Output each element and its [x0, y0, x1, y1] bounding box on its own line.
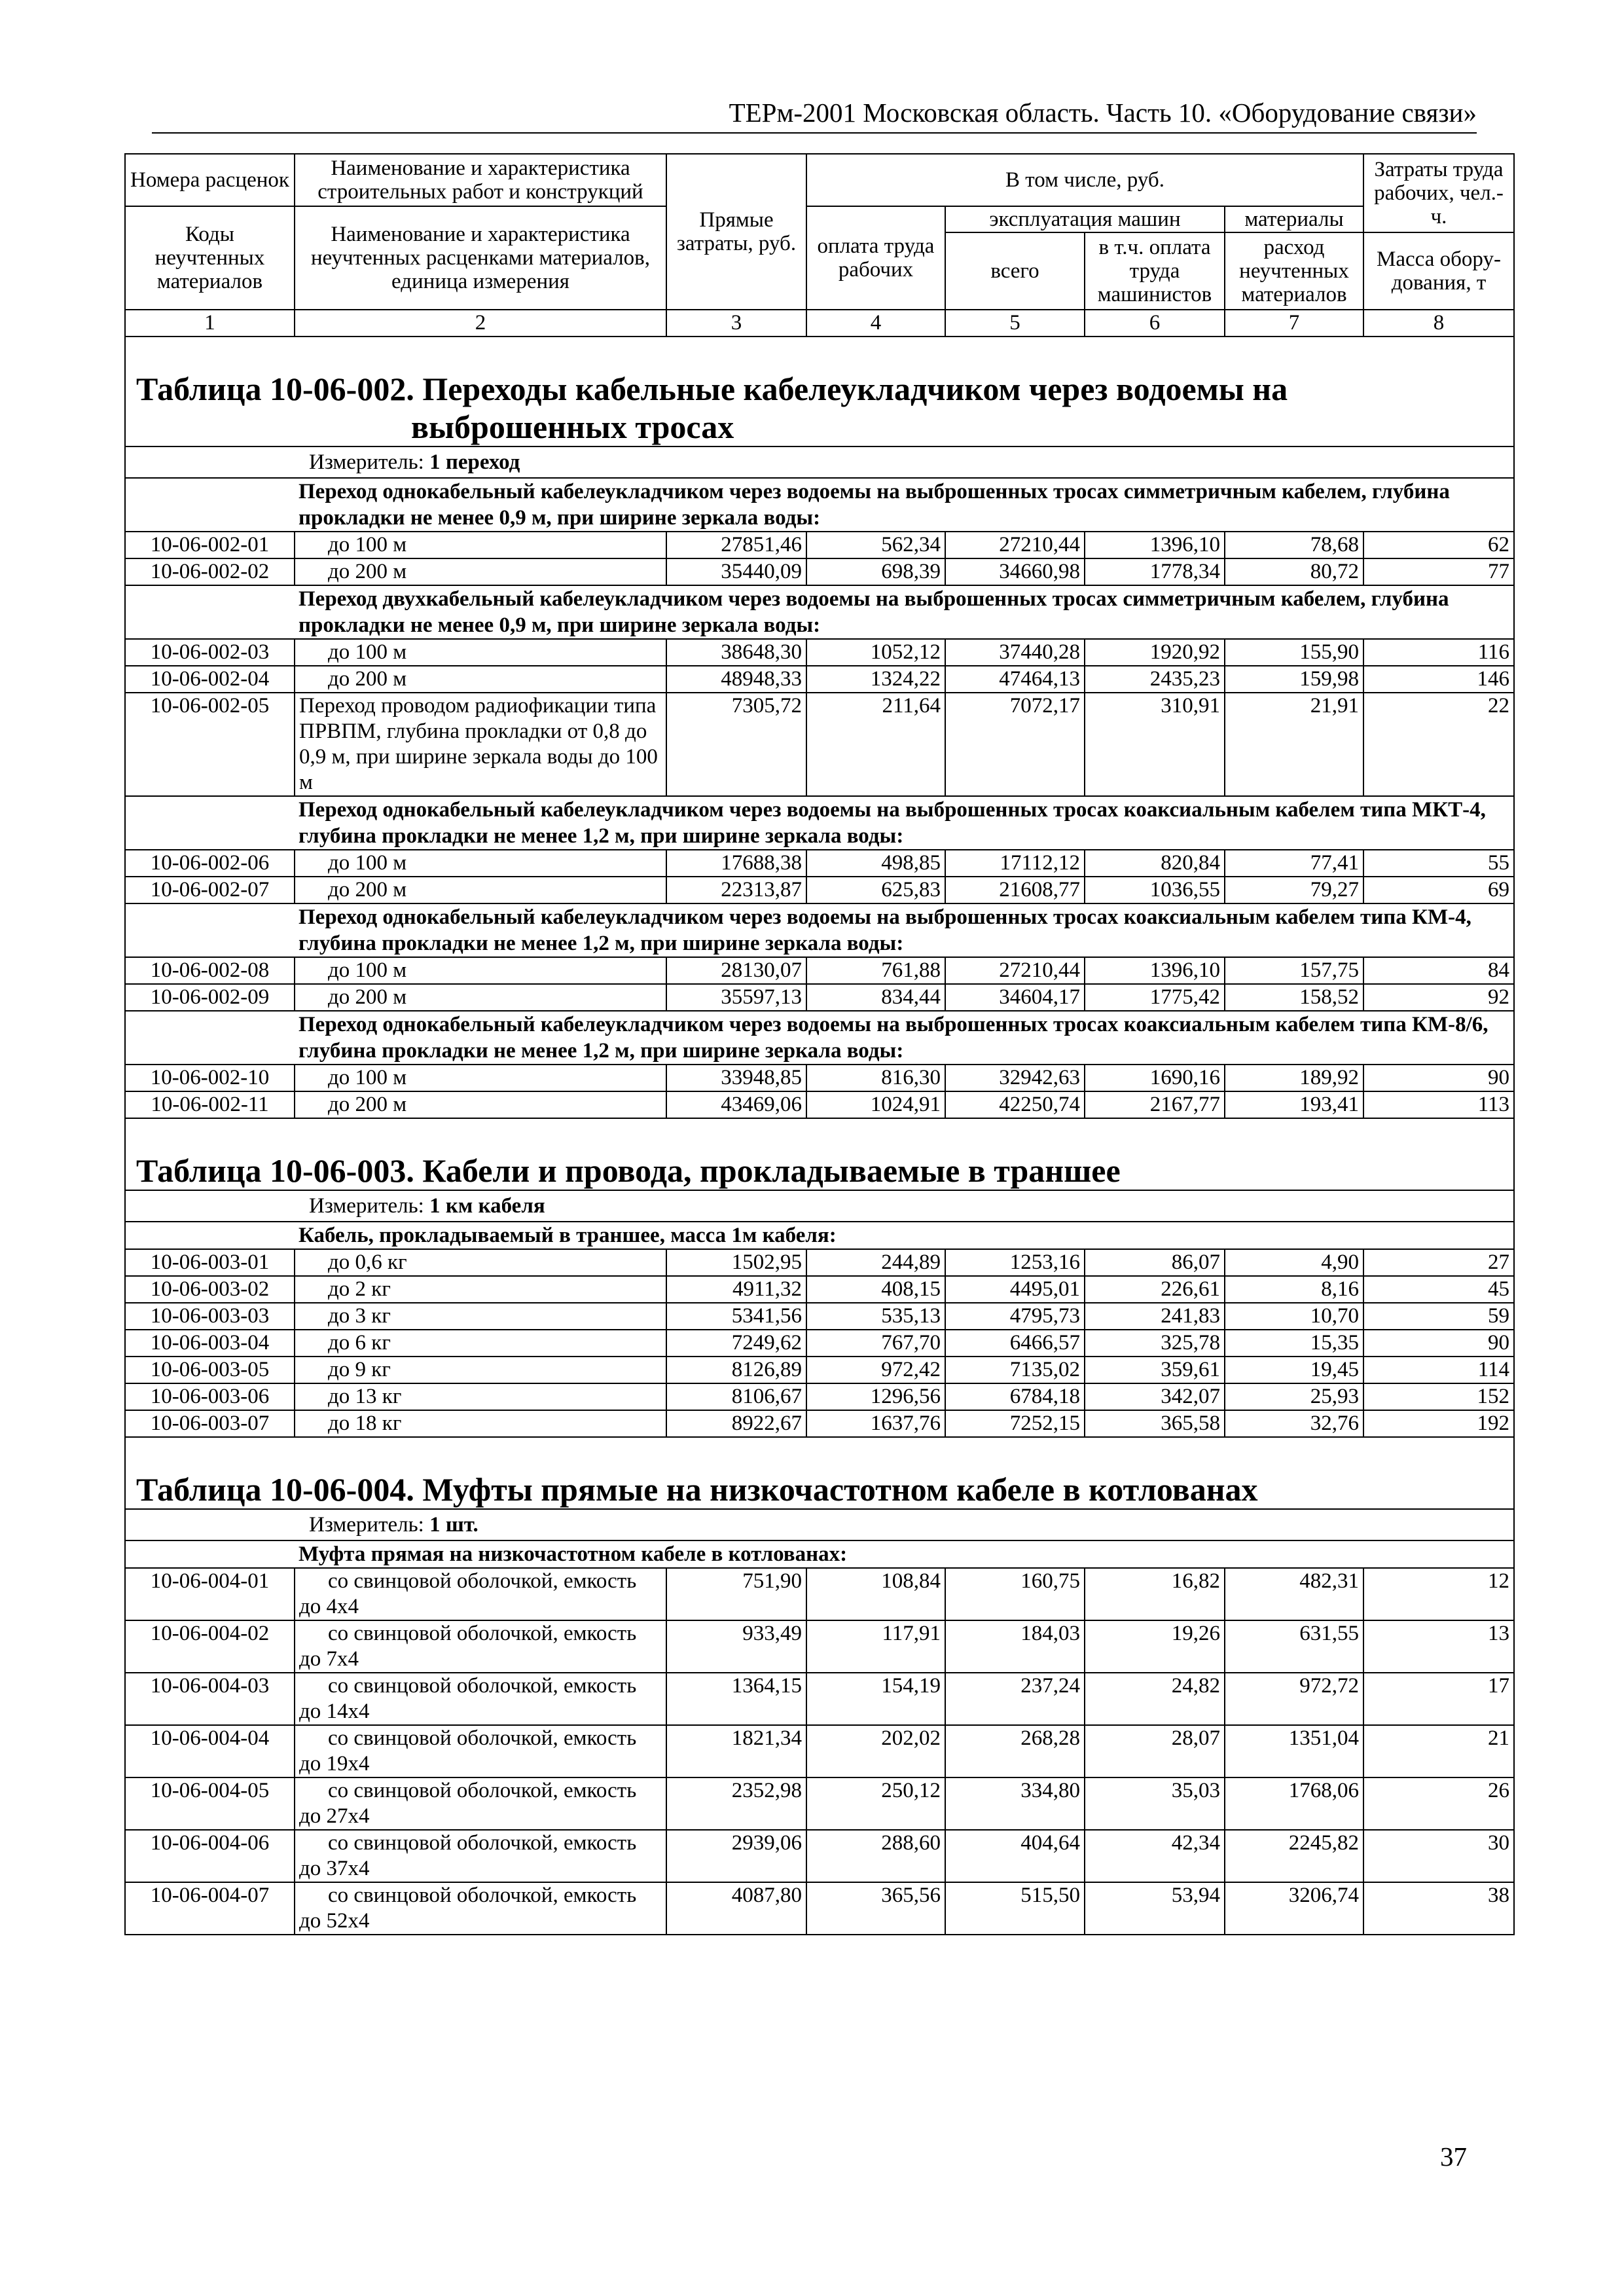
direct-cost: 8106,67 [666, 1383, 806, 1410]
labor-hours: 38 [1363, 1882, 1514, 1935]
direct-cost: 1364,15 [666, 1673, 806, 1725]
description: до 200 м [295, 877, 666, 903]
labor-hours: 192 [1363, 1410, 1514, 1437]
labor-hours: 69 [1363, 877, 1514, 903]
description: до 18 кг [295, 1410, 666, 1437]
table-title-row [125, 337, 1514, 446]
materials: 21,91 [1225, 693, 1363, 796]
machines-total: 160,75 [945, 1568, 1085, 1620]
col-6-header: в т.ч. оплата труда машинистов [1085, 232, 1225, 310]
description: со свинцовой оболочкой, емкость до 19х4 [295, 1725, 666, 1777]
table-row [125, 666, 1514, 693]
labor-hours: 55 [1363, 850, 1514, 877]
labor-pay: 972,42 [806, 1357, 945, 1383]
rate-code: 10-06-002-03 [125, 639, 295, 666]
description: до 3 кг [295, 1303, 666, 1330]
col-number: 5 [945, 310, 1085, 337]
labor-pay: 108,84 [806, 1568, 945, 1620]
direct-cost: 2352,98 [666, 1777, 806, 1830]
materials: 79,27 [1225, 877, 1363, 903]
materials: 972,72 [1225, 1673, 1363, 1725]
machinist-pay: 2167,77 [1085, 1091, 1225, 1118]
table-row [125, 1065, 1514, 1091]
direct-cost: 4087,80 [666, 1882, 806, 1935]
materials: 10,70 [1225, 1303, 1363, 1330]
description: со свинцовой оболочкой, емкость до 14х4 [295, 1673, 666, 1725]
labor-pay: 408,15 [806, 1276, 945, 1303]
rate-code: 10-06-004-03 [125, 1673, 295, 1725]
col-7-header: расход неучтенных материалов [1225, 232, 1363, 310]
direct-cost: 933,49 [666, 1620, 806, 1673]
machinist-pay: 1775,42 [1085, 984, 1225, 1011]
labor-pay: 154,19 [806, 1673, 945, 1725]
labor-hours: 21 [1363, 1725, 1514, 1777]
materials: 159,98 [1225, 666, 1363, 693]
labor-hours: 26 [1363, 1777, 1514, 1830]
col-number: 2 [295, 310, 666, 337]
col-2-header-top: Наименование и характеристика строительных работ и конструкций [295, 154, 666, 206]
materials: 155,90 [1225, 639, 1363, 666]
labor-pay: 1637,76 [806, 1410, 945, 1437]
direct-cost: 35440,09 [666, 558, 806, 585]
machinist-pay: 226,61 [1085, 1276, 1225, 1303]
table-row [125, 1725, 1514, 1777]
labor-hours: 84 [1363, 957, 1514, 984]
direct-cost: 35597,13 [666, 984, 806, 1011]
machines-total: 27210,44 [945, 532, 1085, 558]
table-row [125, 1303, 1514, 1330]
materials: 80,72 [1225, 558, 1363, 585]
table-row [125, 877, 1514, 903]
labor-hours: 27 [1363, 1249, 1514, 1276]
machinist-pay: 53,94 [1085, 1882, 1225, 1935]
materials: 189,92 [1225, 1065, 1363, 1091]
direct-cost: 7305,72 [666, 693, 806, 796]
rate-code: 10-06-002-07 [125, 877, 295, 903]
labor-hours: 13 [1363, 1620, 1514, 1673]
col-number: 7 [1225, 310, 1363, 337]
description: со свинцовой оболочкой, емкость до 37х4 [295, 1830, 666, 1882]
machinist-pay: 16,82 [1085, 1568, 1225, 1620]
direct-cost: 33948,85 [666, 1065, 806, 1091]
table-row [125, 957, 1514, 984]
description: со свинцовой оболочкой, емкость до 7х4 [295, 1620, 666, 1673]
labor-hours: 22 [1363, 693, 1514, 796]
measure-label: Измеритель: [309, 1513, 430, 1537]
col-1-header-bottom: Коды неучтенных материалов [125, 206, 295, 310]
table-title-line-1: Таблица 10-06-002. Переходы кабельные кабелеукладчиком через водоемы на [136, 371, 1288, 407]
description: до 13 кг [295, 1383, 666, 1410]
rate-code: 10-06-003-01 [125, 1249, 295, 1276]
measure-label: Измеритель: [309, 1194, 430, 1218]
labor-hours: 62 [1363, 532, 1514, 558]
col-3-header: Прямые затраты, руб. [666, 154, 806, 310]
table-row [125, 693, 1514, 796]
col-1-header-top: Номера расценок [125, 154, 295, 206]
group-heading: Муфта прямая на низкочастотном кабеле в котлованах: [295, 1540, 1514, 1568]
measure [125, 1190, 1514, 1222]
machines-total: 47464,13 [945, 666, 1085, 693]
description: до 0,6 кг [295, 1249, 666, 1276]
rate-code: 10-06-002-06 [125, 850, 295, 877]
direct-cost: 22313,87 [666, 877, 806, 903]
labor-hours: 45 [1363, 1276, 1514, 1303]
column-numbers-row [125, 310, 1514, 337]
measure-row [125, 446, 1514, 478]
machinist-pay: 1920,92 [1085, 639, 1225, 666]
col-number: 1 [125, 310, 295, 337]
direct-cost: 1502,95 [666, 1249, 806, 1276]
direct-cost: 28130,07 [666, 957, 806, 984]
materials: 19,45 [1225, 1357, 1363, 1383]
description: до 100 м [295, 639, 666, 666]
materials: 1351,04 [1225, 1725, 1363, 1777]
machines-total: 7135,02 [945, 1357, 1085, 1383]
labor-pay: 1296,56 [806, 1383, 945, 1410]
direct-cost: 2939,06 [666, 1830, 806, 1882]
rate-code: 10-06-003-04 [125, 1330, 295, 1357]
table-row [125, 639, 1514, 666]
materials: 77,41 [1225, 850, 1363, 877]
description: до 200 м [295, 558, 666, 585]
rate-code: 10-06-004-01 [125, 1568, 295, 1620]
direct-cost: 5341,56 [666, 1303, 806, 1330]
machines-total: 7072,17 [945, 693, 1085, 796]
table-row [125, 1882, 1514, 1935]
machinist-pay: 820,84 [1085, 850, 1225, 877]
machines-total: 404,64 [945, 1830, 1085, 1882]
description: со свинцовой оболочкой, емкость до 4х4 [295, 1568, 666, 1620]
description: до 9 кг [295, 1357, 666, 1383]
direct-cost: 48948,33 [666, 666, 806, 693]
labor-pay: 202,02 [806, 1725, 945, 1777]
materials: 25,93 [1225, 1383, 1363, 1410]
rate-code: 10-06-003-05 [125, 1357, 295, 1383]
materials: 1768,06 [1225, 1777, 1363, 1830]
rate-code: 10-06-002-04 [125, 666, 295, 693]
col-number: 3 [666, 310, 806, 337]
group-row [125, 478, 1514, 532]
machines-total: 6784,18 [945, 1383, 1085, 1410]
table-row [125, 1830, 1514, 1882]
col-4-header: оплата труда рабочих [806, 206, 945, 310]
machinist-pay: 365,58 [1085, 1410, 1225, 1437]
machines-header: эксплуатация машин [945, 206, 1225, 232]
labor-pay: 816,30 [806, 1065, 945, 1091]
table-row [125, 1357, 1514, 1383]
table-row [125, 1249, 1514, 1276]
rate-code: 10-06-004-05 [125, 1777, 295, 1830]
machines-total: 268,28 [945, 1725, 1085, 1777]
materials: 158,52 [1225, 984, 1363, 1011]
table-row [125, 1620, 1514, 1673]
labor-pay: 1324,22 [806, 666, 945, 693]
measure-value: 1 шт. [429, 1513, 478, 1537]
description: со свинцовой оболочкой, емкость до 27х4 [295, 1777, 666, 1830]
direct-cost: 38648,30 [666, 639, 806, 666]
rate-code: 10-06-003-03 [125, 1303, 295, 1330]
labor-pay: 498,85 [806, 850, 945, 877]
measure [125, 446, 1514, 478]
group-row [125, 1011, 1514, 1065]
machines-total: 21608,77 [945, 877, 1085, 903]
labor-hours: 30 [1363, 1830, 1514, 1882]
table-row [125, 1330, 1514, 1357]
table-10-06-003-title: Таблица 10-06-003. Кабели и провода, прокладываемые в траншее [125, 1118, 1514, 1190]
description: до 200 м [295, 666, 666, 693]
rate-code: 10-06-002-08 [125, 957, 295, 984]
col-8-header-bottom: Масса обору-дования, т [1363, 232, 1514, 310]
col-number: 4 [806, 310, 945, 337]
materials-header: материалы [1225, 206, 1363, 232]
table-row [125, 532, 1514, 558]
col-5-header: всего [945, 232, 1085, 310]
materials: 4,90 [1225, 1249, 1363, 1276]
machines-total: 334,80 [945, 1777, 1085, 1830]
labor-pay: 244,89 [806, 1249, 945, 1276]
table-row [125, 1383, 1514, 1410]
group-row [125, 796, 1514, 850]
machinist-pay: 19,26 [1085, 1620, 1225, 1673]
description: до 100 м [295, 1065, 666, 1091]
labor-pay: 767,70 [806, 1330, 945, 1357]
description: до 200 м [295, 984, 666, 1011]
machines-total: 32942,63 [945, 1065, 1085, 1091]
measure [125, 1509, 1514, 1540]
labor-hours: 113 [1363, 1091, 1514, 1118]
table-row [125, 1091, 1514, 1118]
description: до 6 кг [295, 1330, 666, 1357]
description: до 100 м [295, 957, 666, 984]
direct-cost: 7249,62 [666, 1330, 806, 1357]
description: до 100 м [295, 532, 666, 558]
group-row [125, 585, 1514, 639]
labor-pay: 1052,12 [806, 639, 945, 666]
table-title-line-2: выброшенных тросах [411, 409, 734, 445]
machinist-pay: 342,07 [1085, 1383, 1225, 1410]
col-number: 8 [1363, 310, 1514, 337]
machinist-pay: 42,34 [1085, 1830, 1225, 1882]
labor-hours: 90 [1363, 1330, 1514, 1357]
labor-pay: 535,13 [806, 1303, 945, 1330]
labor-pay: 761,88 [806, 957, 945, 984]
materials: 631,55 [1225, 1620, 1363, 1673]
col-number: 6 [1085, 310, 1225, 337]
rate-code: 10-06-002-09 [125, 984, 295, 1011]
labor-hours: 90 [1363, 1065, 1514, 1091]
running-header: ТЕРм-2001 Московская область. Часть 10. «Оборудование связи» [152, 93, 1477, 134]
labor-pay: 698,39 [806, 558, 945, 585]
description: до 100 м [295, 850, 666, 877]
table-row [125, 1568, 1514, 1620]
rate-code: 10-06-002-05 [125, 693, 295, 796]
materials: 15,35 [1225, 1330, 1363, 1357]
machines-total: 34660,98 [945, 558, 1085, 585]
labor-pay: 288,60 [806, 1830, 945, 1882]
labor-pay: 562,34 [806, 532, 945, 558]
labor-hours: 116 [1363, 639, 1514, 666]
materials: 157,75 [1225, 957, 1363, 984]
group-heading: Переход однокабельный кабелеукладчиком через водоемы на выброшенных тросах коаксиальным кабелем типа МКТ-4, глубина прокладки не менее 1,2 м, при ширине зеркала воды: [295, 796, 1514, 850]
machinist-pay: 2435,23 [1085, 666, 1225, 693]
table-row [125, 1276, 1514, 1303]
direct-cost: 8922,67 [666, 1410, 806, 1437]
machines-total: 7252,15 [945, 1410, 1085, 1437]
direct-cost: 4911,32 [666, 1276, 806, 1303]
rate-code: 10-06-003-02 [125, 1276, 295, 1303]
machinist-pay: 325,78 [1085, 1330, 1225, 1357]
labor-hours: 59 [1363, 1303, 1514, 1330]
machinist-pay: 28,07 [1085, 1725, 1225, 1777]
table-title-row [125, 1118, 1514, 1190]
direct-cost: 27851,46 [666, 532, 806, 558]
labor-pay: 365,56 [806, 1882, 945, 1935]
table-10-06-004-title: Таблица 10-06-004. Муфты прямые на низкочастотном кабеле в котлованах [125, 1437, 1514, 1509]
labor-hours: 92 [1363, 984, 1514, 1011]
description: до 200 м [295, 1091, 666, 1118]
group-heading: Переход однокабельный кабелеукладчиком через водоемы на выброшенных тросах коаксиальным кабелем типа КМ-8/6, глубина прокладки не менее 1,2 м, при ширине зеркала воды: [295, 1011, 1514, 1065]
group-row [125, 1222, 1514, 1249]
labor-pay: 834,44 [806, 984, 945, 1011]
group-heading: Переход двухкабельный кабелеукладчиком через водоемы на выброшенных тросах симметричным кабелем, глубина прокладки не менее 0,9 м, при ширине зеркала воды: [295, 585, 1514, 639]
group-heading: Переход однокабельный кабелеукладчиком через водоемы на выброшенных тросах коаксиальным кабелем типа КМ-4, глубина прокладки не менее 1,2 м, при ширине зеркала воды: [295, 903, 1514, 957]
machinist-pay: 1690,16 [1085, 1065, 1225, 1091]
labor-pay: 625,83 [806, 877, 945, 903]
machinist-pay: 86,07 [1085, 1249, 1225, 1276]
machines-total: 4495,01 [945, 1276, 1085, 1303]
table-row [125, 1673, 1514, 1725]
direct-cost: 8126,89 [666, 1357, 806, 1383]
measure-value: 1 переход [429, 450, 520, 474]
rate-code: 10-06-003-06 [125, 1383, 295, 1410]
table-row [125, 984, 1514, 1011]
rate-code: 10-06-002-02 [125, 558, 295, 585]
labor-hours: 146 [1363, 666, 1514, 693]
group-heading: Кабель, прокладываемый в траншее, масса 1м кабеля: [295, 1222, 1514, 1249]
description: до 2 кг [295, 1276, 666, 1303]
machines-total: 4795,73 [945, 1303, 1085, 1330]
page-number: 37 [1440, 2141, 1467, 2172]
machinist-pay: 35,03 [1085, 1777, 1225, 1830]
table-row [125, 850, 1514, 877]
machinist-pay: 241,83 [1085, 1303, 1225, 1330]
rate-code: 10-06-004-07 [125, 1882, 295, 1935]
direct-cost: 1821,34 [666, 1725, 806, 1777]
measure-value: 1 км кабеля [429, 1194, 545, 1218]
description: со свинцовой оболочкой, емкость до 52х4 [295, 1882, 666, 1935]
materials: 3206,74 [1225, 1882, 1363, 1935]
machinist-pay: 359,61 [1085, 1357, 1225, 1383]
rate-code: 10-06-004-04 [125, 1725, 295, 1777]
machinist-pay: 1396,10 [1085, 957, 1225, 984]
materials: 2245,82 [1225, 1830, 1363, 1882]
labor-hours: 77 [1363, 558, 1514, 585]
table-row [125, 558, 1514, 585]
labor-pay: 211,64 [806, 693, 945, 796]
machinist-pay: 1778,34 [1085, 558, 1225, 585]
table-10-06-002-title [125, 337, 1514, 446]
labor-hours: 152 [1363, 1383, 1514, 1410]
materials: 8,16 [1225, 1276, 1363, 1303]
header-row-1 [125, 154, 1514, 206]
rate-code: 10-06-003-07 [125, 1410, 295, 1437]
materials: 482,31 [1225, 1568, 1363, 1620]
measure-row [125, 1190, 1514, 1222]
rate-code: 10-06-004-06 [125, 1830, 295, 1882]
machinist-pay: 310,91 [1085, 693, 1225, 796]
machines-total: 515,50 [945, 1882, 1085, 1935]
labor-hours: 12 [1363, 1568, 1514, 1620]
rate-code: 10-06-002-01 [125, 532, 295, 558]
machines-total: 17112,12 [945, 850, 1085, 877]
labor-hours: 114 [1363, 1357, 1514, 1383]
included-header: В том числе, руб. [806, 154, 1363, 206]
machines-total: 6466,57 [945, 1330, 1085, 1357]
measure-label: Измеритель: [309, 450, 430, 474]
machines-total: 27210,44 [945, 957, 1085, 984]
header-row-2 [125, 206, 1514, 232]
rate-code: 10-06-004-02 [125, 1620, 295, 1673]
rate-code: 10-06-002-10 [125, 1065, 295, 1091]
direct-cost: 43469,06 [666, 1091, 806, 1118]
materials: 32,76 [1225, 1410, 1363, 1437]
labor-hours: 17 [1363, 1673, 1514, 1725]
machines-total: 184,03 [945, 1620, 1085, 1673]
table-row [125, 1410, 1514, 1437]
machinist-pay: 1036,55 [1085, 877, 1225, 903]
measure-row [125, 1509, 1514, 1540]
col-8-header-top: Затраты труда рабочих, чел.-ч. [1363, 154, 1514, 232]
machines-total: 1253,16 [945, 1249, 1085, 1276]
materials: 193,41 [1225, 1091, 1363, 1118]
direct-cost: 751,90 [666, 1568, 806, 1620]
machines-total: 37440,28 [945, 639, 1085, 666]
materials: 78,68 [1225, 532, 1363, 558]
description: Переход проводом радиофикации типа ПРВПМ, глубина прокладки от 0,8 до 0,9 м, при ширине зеркала воды до 100 м [295, 693, 666, 796]
labor-pay: 1024,91 [806, 1091, 945, 1118]
machines-total: 34604,17 [945, 984, 1085, 1011]
labor-pay: 250,12 [806, 1777, 945, 1830]
rates-table [124, 153, 1515, 1935]
col-2-header-bottom: Наименование и характеристика неучтенных расценками материалов, единица измерения [295, 206, 666, 310]
table-title-row [125, 1437, 1514, 1509]
group-row [125, 903, 1514, 957]
machinist-pay: 1396,10 [1085, 532, 1225, 558]
table-row [125, 1777, 1514, 1830]
machinist-pay: 24,82 [1085, 1673, 1225, 1725]
machines-total: 42250,74 [945, 1091, 1085, 1118]
direct-cost: 17688,38 [666, 850, 806, 877]
group-row [125, 1540, 1514, 1568]
labor-pay: 117,91 [806, 1620, 945, 1673]
rate-code: 10-06-002-11 [125, 1091, 295, 1118]
group-heading: Переход однокабельный кабелеукладчиком через водоемы на выброшенных тросах симметричным кабелем, глубина прокладки не менее 0,9 м, при ширине зеркала воды: [295, 478, 1514, 532]
machines-total: 237,24 [945, 1673, 1085, 1725]
